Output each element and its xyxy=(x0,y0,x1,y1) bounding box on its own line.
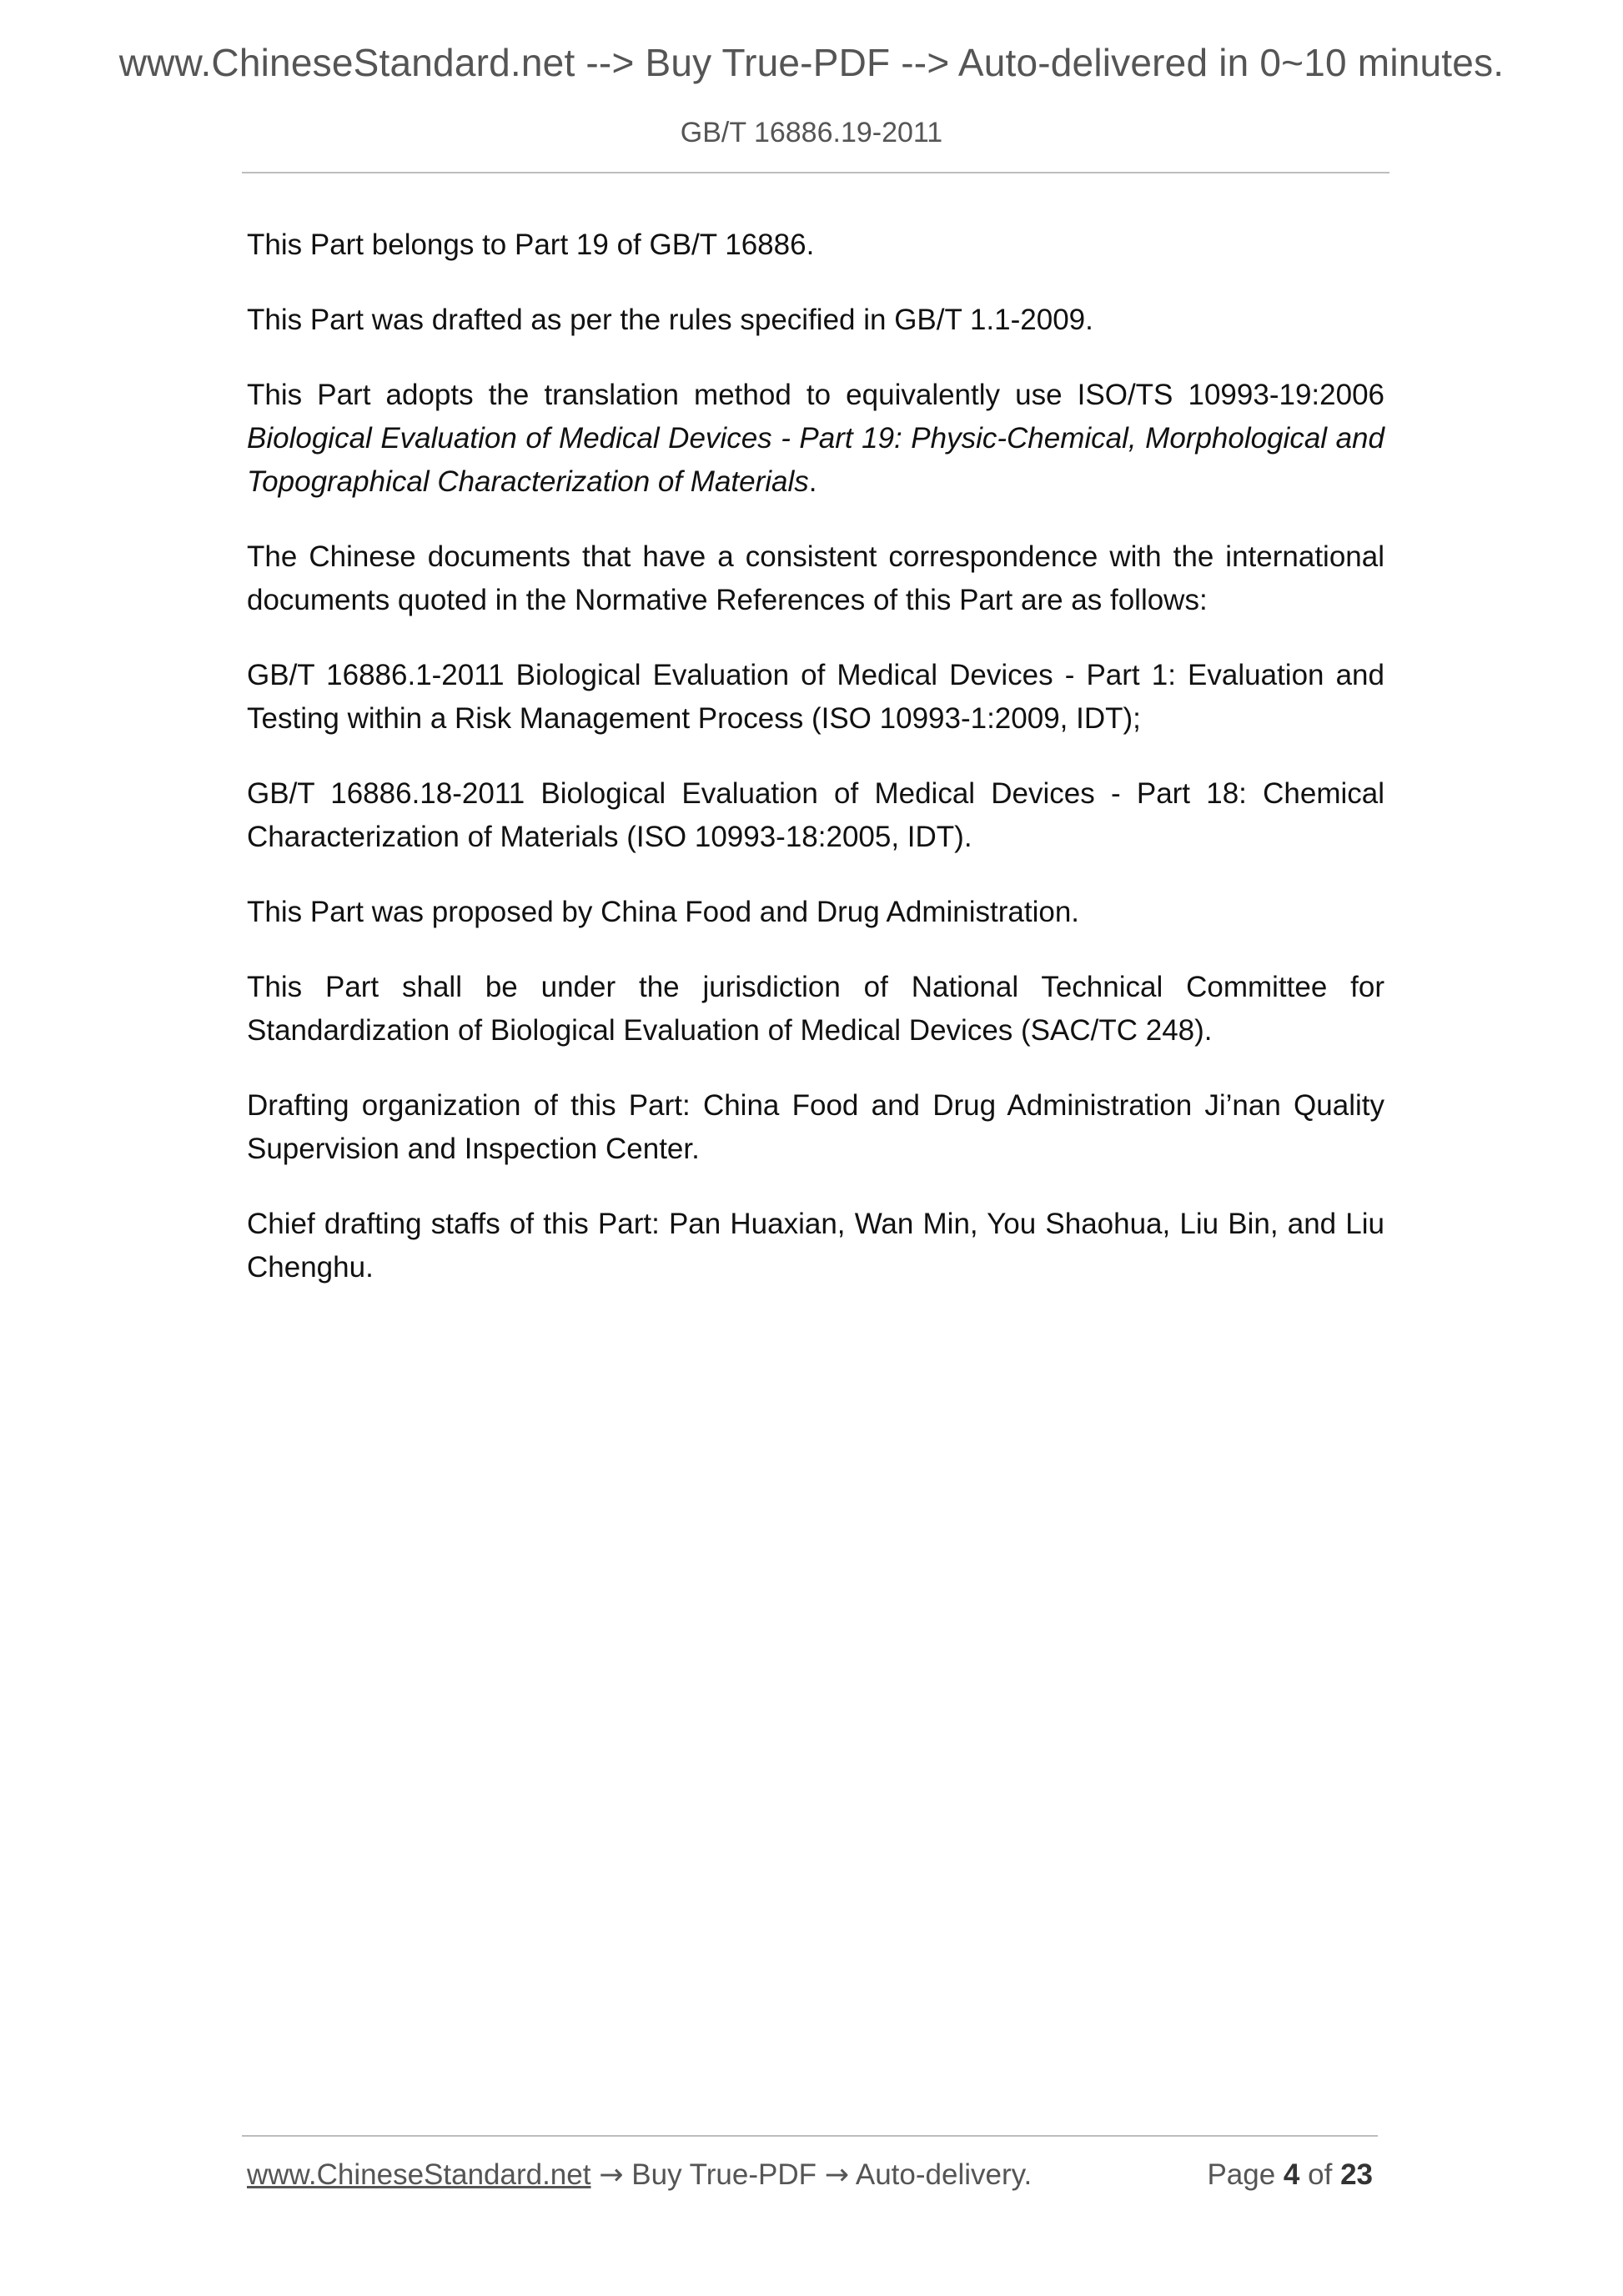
arrow-right-icon: → xyxy=(599,2158,624,2192)
paragraph-part-membership: This Part belongs to Part 19 of GB/T 16886. xyxy=(247,229,815,261)
paragraph-proposer: This Part was proposed by China Food and Drug Administration. xyxy=(247,896,1080,928)
paragraph-reference-part1: GB/T 16886.1-2011 Biological Evaluation of Medical Devices - Part 1: Evaluation and Testing within a Risk Management Process (ISO 10993-1:2009, IDT); xyxy=(247,659,1384,735)
paragraph-drafting-rules: This Part was drafted as per the rules specified in GB/T 1.1-2009. xyxy=(247,304,1093,336)
page-label: Page xyxy=(1207,2158,1276,2191)
adoption-end: . xyxy=(808,465,817,498)
site-banner: www.ChineseStandard.net --> Buy True-PDF --> Auto-delivered in 0~10 minutes. xyxy=(118,41,1505,84)
paragraph-adoption xyxy=(247,374,1384,504)
of-label: of xyxy=(1308,2158,1333,2191)
footer-divider xyxy=(242,2135,1378,2137)
paragraph-jurisdiction: This Part shall be under the jurisdiction of National Technical Committee for Standardization of Biological Evaluation of Medical Devices (SAC/TC 248). xyxy=(247,971,1384,1047)
footer-links xyxy=(247,2158,1032,2192)
site-link[interactable]: www.ChineseStandard.net xyxy=(247,2158,591,2191)
page-current: 4 xyxy=(1283,2158,1300,2191)
document-code: GB/T 16886.19-2011 xyxy=(680,117,943,148)
page-total: 23 xyxy=(1340,2158,1373,2191)
paragraph-correspondence: The Chinese documents that have a consistent correspondence with the international documents quoted in the Normative References of this Part are as follows: xyxy=(247,540,1384,616)
header-divider xyxy=(242,172,1389,173)
adoption-intro: This Part adopts the translation method to equivalently use ISO/TS 10993-19:2006 xyxy=(247,379,1384,411)
paragraph-drafting-organization: Drafting organization of this Part: China Food and Drug Administration Ji’nan Quality Supervision and Inspection Center. xyxy=(247,1089,1384,1165)
paragraph-drafting-staff: Chief drafting staffs of this Part: Pan Huaxian, Wan Min, You Shaohua, Liu Bin, and Liu Chenghu. xyxy=(247,1208,1384,1284)
page-content xyxy=(247,224,1384,1321)
arrow-right-icon: → xyxy=(824,2158,850,2192)
adopted-standard-title: Biological Evaluation of Medical Devices - Part 19: Physic-Chemical, Morphological and Topographical Characterization of Materials xyxy=(247,422,1384,498)
buy-text: Buy True-PDF xyxy=(631,2158,817,2191)
page-number xyxy=(1207,2158,1373,2192)
delivery-text: Auto-delivery. xyxy=(855,2158,1033,2191)
paragraph-reference-part18: GB/T 16886.18-2011 Biological Evaluation of Medical Devices - Part 18: Chemical Characterization of Materials (ISO 10993-18:2005, IDT). xyxy=(247,777,1384,853)
